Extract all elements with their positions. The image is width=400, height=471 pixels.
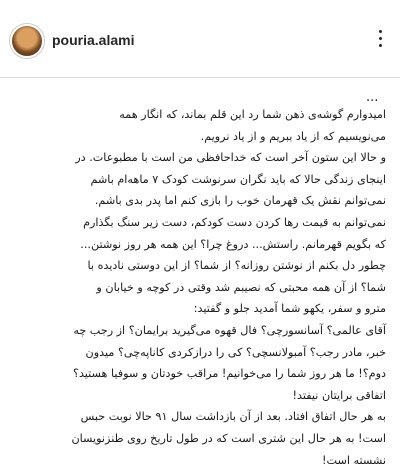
username-link[interactable]: pouria.alami xyxy=(52,32,134,48)
text-line: اینجای زندگی حالا که باید نگران سرنوشت کودک ۷ ماهه‌ام باشم xyxy=(10,169,386,191)
text-line: مترو و سفر، یکهو شما آمدید جلو و گفتید: xyxy=(10,298,386,320)
text-line: نشسته است! xyxy=(10,450,386,471)
post-header xyxy=(0,0,400,78)
post-text xyxy=(10,104,386,471)
profile-avatar[interactable] xyxy=(10,24,44,58)
text-line: نمی‌توانم به قیمت رها کردن دست کودکم، دست زیر سنگ بگذارم xyxy=(10,212,386,234)
text-line: است! به هر حال این شتری است که در طول تاریخ روی طنزنویسان xyxy=(10,428,386,450)
text-line: اتفاقی برایتان نیفتد! xyxy=(10,385,386,407)
text-line: امیدوارم گوشه‌ی ذهن شما رد این قلم بماند، که انگار همه xyxy=(10,104,386,126)
more-options-icon[interactable] xyxy=(376,30,384,52)
text-line: چطور دل بکنم از نوشتن روزانه؟ از شما؟ از این دوستی نادیده با xyxy=(10,255,386,277)
text-line: نمی‌توانم نقش یک قهرمان خوب را بازی کنم اما پدر بدی باشم. xyxy=(10,190,386,212)
text-line: که بگویم قهرمانم. راستش... دروغ چرا؟ این همه هر روز نوشتن... xyxy=(10,234,386,256)
text-line: می‌نویسیم که از یاد ببریم و از یاد نرویم. xyxy=(10,126,386,148)
text-line: آقای عالمی؟ آسانسورچی؟ فال قهوه می‌گیرید برایمان؟ از رجب چه xyxy=(10,320,386,342)
text-line: شما؟ از آن همه محبتی که نصیبم شد وقتی در کوچه و خیابان و xyxy=(10,277,386,299)
text-line: خبر، مادر رجب؟ آمبولانسچی؟ کی را درازکردی کاناپه‌چی؟ میدون xyxy=(10,342,386,364)
text-line: دوم؟! ما هر روز شما را می‌خوانیم! مراقب خودتان و سوفیا هستید؟ xyxy=(10,363,386,385)
text-line: به هر حال اتفاق افتاد. بعد از آن بازداشت سال ۹۱ حالا نوبت حبس xyxy=(10,406,386,428)
text-line: و حالا این ستون آخر است که خداحافظی من است با مطبوعات. در xyxy=(10,147,386,169)
ellipsis-mark: ... xyxy=(366,90,378,105)
